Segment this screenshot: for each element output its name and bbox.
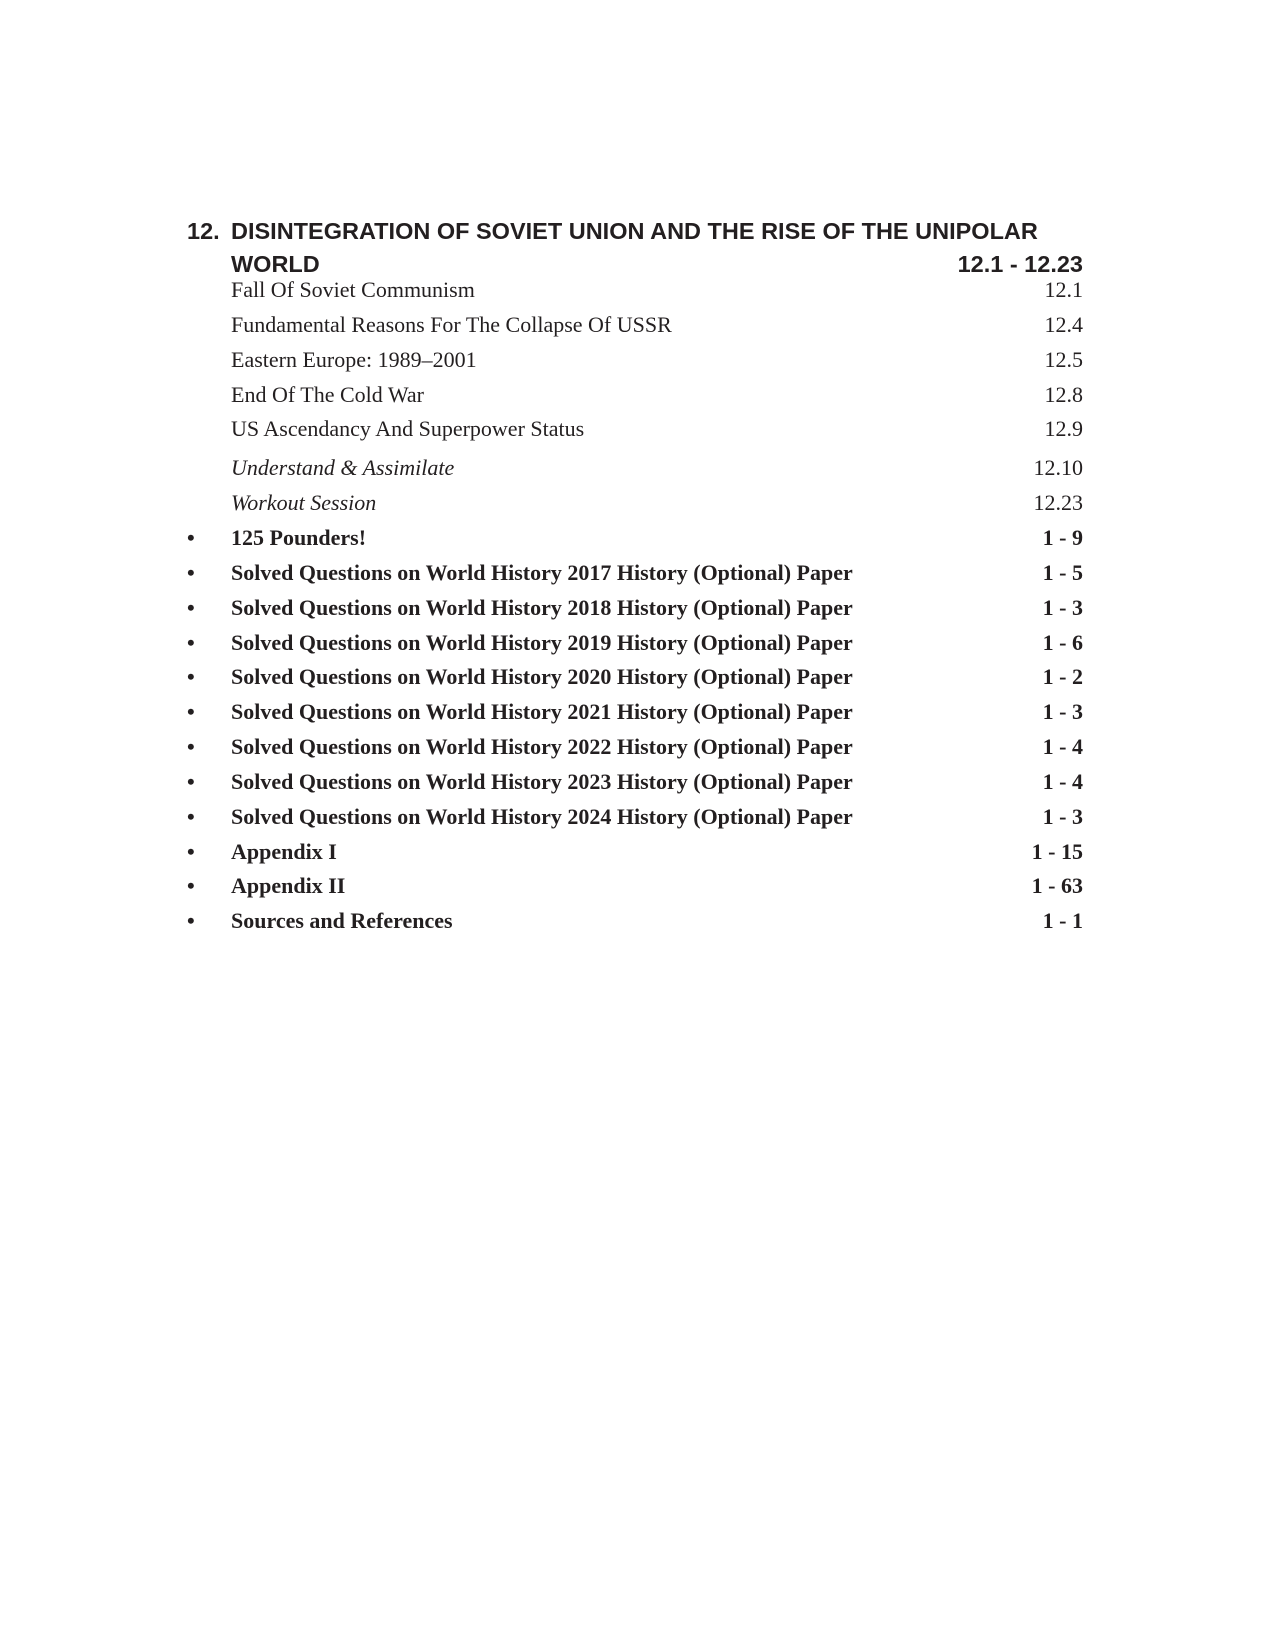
toc-bullet-row bbox=[187, 908, 1083, 942]
chapter-title-line2: WORLD bbox=[231, 251, 320, 277]
bullet-page: 1 - 1 bbox=[1042, 908, 1083, 933]
bullet-page: 1 - 15 bbox=[1031, 839, 1083, 864]
bullet-page: 1 - 5 bbox=[1042, 560, 1083, 585]
toc-bullet-row bbox=[187, 839, 1083, 873]
toc-bullet-row bbox=[187, 873, 1083, 907]
toc-bullet-row bbox=[187, 734, 1083, 768]
bullet-page: 1 - 63 bbox=[1031, 873, 1083, 898]
bullet-icon: • bbox=[187, 664, 195, 689]
bullet-title: 125 Pounders! bbox=[231, 525, 367, 550]
section-page: 12.23 bbox=[1033, 490, 1083, 515]
toc-section-row bbox=[187, 312, 1083, 346]
toc-bullet-row bbox=[187, 595, 1083, 629]
bullet-page: 1 - 2 bbox=[1042, 664, 1083, 689]
section-title: Fundamental Reasons For The Collapse Of USSR bbox=[231, 312, 672, 337]
section-title: Workout Session bbox=[231, 490, 377, 515]
toc-section-row bbox=[187, 277, 1083, 311]
section-page: 12.1 bbox=[1044, 277, 1083, 302]
bullet-icon: • bbox=[187, 525, 195, 550]
toc-bullet-row bbox=[187, 525, 1083, 559]
section-page: 12.5 bbox=[1044, 347, 1083, 372]
bullet-title: Solved Questions on World History 2023 History (Optional) Paper bbox=[231, 769, 853, 794]
bullet-page: 1 - 9 bbox=[1042, 525, 1083, 550]
bullet-icon: • bbox=[187, 804, 195, 829]
bullet-page: 1 - 4 bbox=[1042, 734, 1083, 759]
bullet-page: 1 - 4 bbox=[1042, 769, 1083, 794]
bullet-title: Solved Questions on World History 2018 History (Optional) Paper bbox=[231, 595, 853, 620]
bullet-page: 1 - 3 bbox=[1042, 595, 1083, 620]
section-title: End Of The Cold War bbox=[231, 382, 424, 407]
toc-bullet-row bbox=[187, 699, 1083, 733]
toc-section-row bbox=[187, 455, 1083, 489]
bullet-title: Solved Questions on World History 2024 History (Optional) Paper bbox=[231, 804, 853, 829]
section-page: 12.10 bbox=[1033, 455, 1083, 480]
toc-section-row bbox=[187, 347, 1083, 381]
section-page: 12.9 bbox=[1044, 416, 1083, 441]
bullet-icon: • bbox=[187, 839, 195, 864]
bullet-page: 1 - 3 bbox=[1042, 699, 1083, 724]
bullet-page: 1 - 6 bbox=[1042, 630, 1083, 655]
bullet-page: 1 - 3 bbox=[1042, 804, 1083, 829]
section-page: 12.4 bbox=[1044, 312, 1083, 337]
section-title: Fall Of Soviet Communism bbox=[231, 277, 475, 302]
bullet-title: Appendix I bbox=[231, 839, 337, 864]
bullet-title: Solved Questions on World History 2020 History (Optional) Paper bbox=[231, 664, 853, 689]
chapter-number: 12. bbox=[187, 218, 220, 244]
section-page: 12.8 bbox=[1044, 382, 1083, 407]
bullet-icon: • bbox=[187, 595, 195, 620]
bullet-icon: • bbox=[187, 769, 195, 794]
toc-bullet-row bbox=[187, 804, 1083, 838]
toc-bullet-row bbox=[187, 560, 1083, 594]
bullet-icon: • bbox=[187, 699, 195, 724]
toc-bullet-row bbox=[187, 769, 1083, 803]
bullet-title: Appendix II bbox=[231, 873, 346, 898]
bullet-icon: • bbox=[187, 630, 195, 655]
bullet-title: Solved Questions on World History 2021 History (Optional) Paper bbox=[231, 699, 853, 724]
toc-bullet-row bbox=[187, 664, 1083, 698]
toc-section-row bbox=[187, 416, 1083, 450]
toc-bullet-row bbox=[187, 630, 1083, 664]
bullet-title: Solved Questions on World History 2022 History (Optional) Paper bbox=[231, 734, 853, 759]
bullet-title: Solved Questions on World History 2017 History (Optional) Paper bbox=[231, 560, 853, 585]
chapter-title-line1: DISINTEGRATION OF SOVIET UNION AND THE RISE OF THE UNIPOLAR bbox=[231, 218, 1038, 244]
bullet-icon: • bbox=[187, 908, 195, 933]
toc-section-row bbox=[187, 490, 1083, 524]
section-title: Eastern Europe: 1989–2001 bbox=[231, 347, 477, 372]
bullet-icon: • bbox=[187, 560, 195, 585]
section-title: Understand & Assimilate bbox=[231, 455, 455, 480]
bullet-icon: • bbox=[187, 734, 195, 759]
chapter-page-range: 12.1 - 12.23 bbox=[957, 251, 1083, 277]
bullet-icon: • bbox=[187, 873, 195, 898]
section-title: US Ascendancy And Superpower Status bbox=[231, 416, 585, 441]
bullet-title: Solved Questions on World History 2019 History (Optional) Paper bbox=[231, 630, 853, 655]
toc-section-row bbox=[187, 382, 1083, 416]
bullet-title: Sources and References bbox=[231, 908, 453, 933]
